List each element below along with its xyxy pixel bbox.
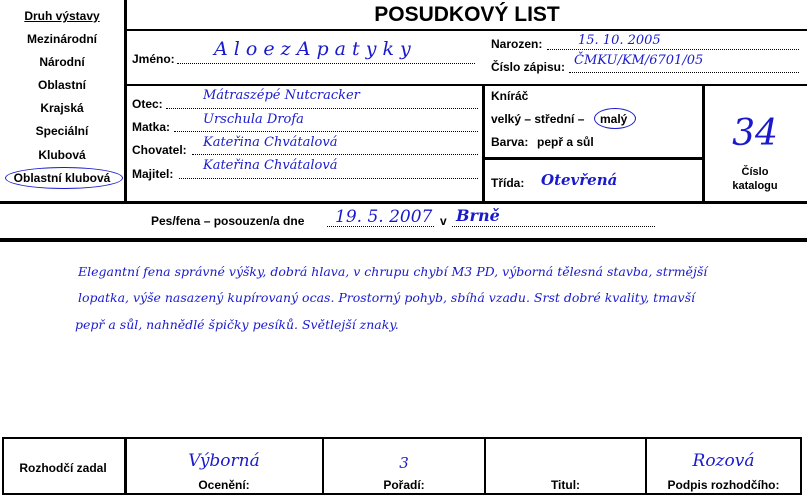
size-selected[interactable]: malý bbox=[600, 112, 628, 126]
divider bbox=[0, 201, 807, 204]
judged-in-label: v bbox=[440, 214, 447, 228]
name-label: Jméno: bbox=[132, 52, 175, 66]
name-dots bbox=[177, 63, 475, 64]
show-type-oblastni-klubova[interactable]: Oblastní klubová bbox=[13, 171, 111, 185]
selected-show-type-circle bbox=[5, 167, 123, 189]
show-type-heading: Druh výstavy bbox=[24, 9, 100, 23]
color-value: pepř a sůl bbox=[537, 135, 594, 149]
breed-label: Kníráč bbox=[491, 89, 529, 103]
rank-label: Pořadí: bbox=[383, 478, 425, 492]
owner-dots bbox=[179, 178, 478, 179]
dog-name[interactable]: A l o e z A p a t y k y bbox=[214, 38, 411, 60]
judged-place-dots bbox=[452, 226, 655, 227]
show-type-narodni[interactable]: Národní bbox=[39, 55, 85, 69]
size-options: velký – střední – bbox=[491, 112, 585, 126]
class-value[interactable]: Otevřená bbox=[541, 171, 618, 189]
color-label: Barva: bbox=[491, 135, 529, 149]
reg-dots bbox=[569, 72, 799, 73]
signature-label: Podpis rozhodčího: bbox=[667, 478, 780, 492]
show-type-klubova[interactable]: Klubová bbox=[38, 148, 86, 162]
breeder-name[interactable]: Kateřina Chvátalová bbox=[203, 135, 338, 150]
catalog-number[interactable]: 34 bbox=[732, 113, 778, 154]
divider bbox=[482, 157, 704, 160]
show-type-oblastni[interactable]: Oblastní bbox=[37, 78, 86, 92]
breeder-dots bbox=[192, 154, 478, 155]
born-label: Narozen: bbox=[491, 37, 543, 51]
catalog-label-line1: Číslo bbox=[741, 166, 769, 178]
rating-label: Ocenění: bbox=[198, 478, 250, 492]
judged-place[interactable]: Brně bbox=[456, 206, 500, 225]
reg-label: Číslo zápisu: bbox=[491, 60, 566, 74]
show-type-specialni[interactable]: Speciální bbox=[35, 124, 89, 138]
father-dots bbox=[166, 108, 478, 109]
judge-label: Rozhodčí zadal bbox=[19, 461, 107, 475]
divider bbox=[482, 84, 485, 203]
born-dots bbox=[547, 49, 799, 50]
father-label: Otec: bbox=[132, 97, 163, 111]
title-label: Titul: bbox=[550, 478, 581, 492]
judged-prefix: Pes/fena – posouzen/a dne bbox=[151, 214, 305, 228]
catalog-label-line2: katalogu bbox=[732, 180, 778, 192]
breeder-label: Chovatel: bbox=[132, 143, 187, 157]
selected-size-circle bbox=[594, 108, 636, 129]
divider bbox=[0, 238, 807, 242]
judged-date[interactable]: 19. 5. 2007 bbox=[335, 207, 433, 227]
rank-value[interactable]: 3 bbox=[399, 454, 409, 472]
owner-name[interactable]: Kateřina Chvátalová bbox=[203, 158, 338, 173]
rating-value[interactable]: Výborná bbox=[188, 451, 260, 471]
assessment-line-3: pepř a sůl, nahnědlé špičky pesíků. Světlejší znaky. bbox=[75, 317, 399, 332]
class-label: Třída: bbox=[491, 176, 525, 190]
assessment-line-1: Elegantní fena správné výšky, dobrá hlava, v chrupu chybí M3 PD, výborná tělesná stavba, strmější bbox=[78, 264, 708, 279]
show-type-krajska[interactable]: Krajská bbox=[40, 101, 84, 115]
judge-signature[interactable]: Rozová bbox=[692, 451, 755, 471]
mother-label: Matka: bbox=[132, 120, 171, 134]
father-name[interactable]: Mátraszépé Nutcracker bbox=[203, 88, 360, 103]
owner-label: Majitel: bbox=[132, 167, 174, 181]
mother-name[interactable]: Urschula Drofa bbox=[203, 112, 304, 127]
assessment-line-2: lopatka, výše nasazený kupírovaný ocas. Prostorný pohyb, sbíhá vzadu. Srst dobré kvality, tmavší bbox=[78, 290, 695, 305]
mother-dots bbox=[174, 131, 478, 132]
show-type-mezinarodni[interactable]: Mezinárodní bbox=[26, 32, 97, 46]
reg-number[interactable]: ČMKU/KM/6701/05 bbox=[574, 53, 704, 68]
born-date[interactable]: 15. 10. 2005 bbox=[578, 33, 661, 48]
divider bbox=[124, 29, 807, 31]
page-title: POSUDKOVÝ LIST bbox=[374, 3, 560, 26]
